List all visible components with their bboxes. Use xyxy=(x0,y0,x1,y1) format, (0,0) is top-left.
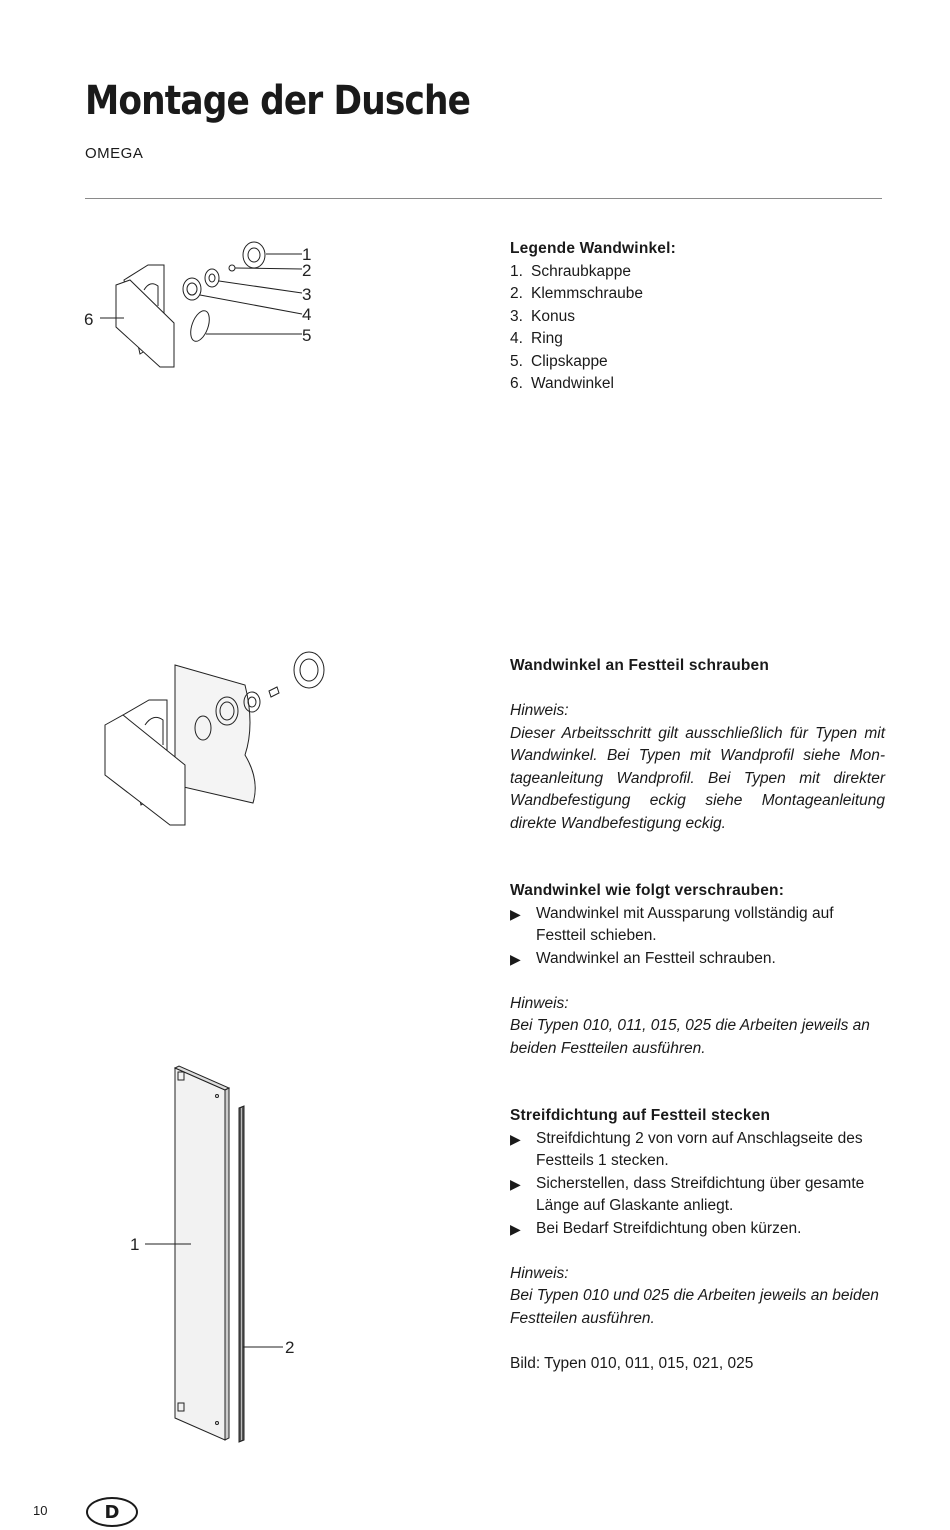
legend-item-label: Clipskappe xyxy=(531,352,608,370)
arrow-right-icon: ▶ xyxy=(510,1130,521,1147)
note-label: Hinweis: xyxy=(510,702,569,719)
page-subtitle: OMEGA xyxy=(85,145,144,162)
fig1-callout-3: 3 xyxy=(302,285,312,304)
legend-item xyxy=(510,261,885,284)
legend-heading: Legende Wandwinkel: xyxy=(510,240,676,257)
page-number: 10 xyxy=(33,1503,48,1518)
arrow-right-icon: ▶ xyxy=(510,1175,521,1192)
language-badge: D xyxy=(86,1497,138,1527)
note-label: Hinweis: xyxy=(510,1264,569,1282)
fig1-callout-2: 2 xyxy=(302,261,312,280)
step-text: Wandwinkel mit Aussparung vollständig auf Festteil schieben. xyxy=(536,904,834,944)
section-screw-bracket xyxy=(510,880,885,1060)
legend-item-label: Wandwinkel xyxy=(531,375,614,392)
legend-item xyxy=(510,351,885,374)
legend-item xyxy=(510,373,885,396)
section-heading: Wandwinkel an Festteil schrauben xyxy=(510,657,770,674)
note-label: Hinweis: xyxy=(510,994,569,1012)
arrow-right-icon: ▶ xyxy=(510,905,521,922)
step-text: Wandwinkel an Festteil schrauben. xyxy=(536,949,776,967)
legend-item-label: Ring xyxy=(531,330,563,347)
fig1-callout-5: 5 xyxy=(302,326,312,345)
section-heading: Wandwinkel wie folgt verschrauben: xyxy=(510,882,785,899)
fig1-callout-1: 1 xyxy=(302,245,312,264)
legend-item-number: 3. xyxy=(510,307,523,325)
section-heading: Streifdichtung auf Festteil stecken xyxy=(510,1107,771,1124)
wall-bracket-exploded-figure xyxy=(80,235,340,375)
note-text: Bei Typen 010 und 025 die Arbeiten jeweils an beiden Festteilen ausführen. xyxy=(510,1287,879,1327)
legend-item-label: Schraubkappe xyxy=(531,262,631,280)
legend-item-number: 1. xyxy=(510,262,523,280)
arrow-right-icon: ▶ xyxy=(510,1220,521,1237)
legend-item-number: 4. xyxy=(510,330,523,347)
note-text: Bei Typen 010, 011, 015, 025 die Arbeiten jeweils an beiden Festteilen ausführen. xyxy=(510,1017,870,1057)
legend-item xyxy=(510,283,885,306)
step-item xyxy=(510,1218,885,1241)
legend-item-label: Konus xyxy=(531,307,575,325)
note-text: Dieser Arbeitsschritt gilt ausschließlich für Typen mit Wandwinkel. Bei Typen mit Wandprofil siehe Montageanleitung Wandprofil. Bei Typen mit direkter Wandbefestigung eckig siehe Montageanleitung direkte Wandbefestigung eckig. xyxy=(510,724,885,832)
step-text: Bei Bedarf Streifdichtung oben kürzen. xyxy=(536,1219,802,1237)
step-text: Sicherstellen, dass Streifdichtung über gesamte Länge auf Glaskante anliegt. xyxy=(536,1174,865,1214)
figure-caption: Bild: Typen 010, 011, 015, 021, 025 xyxy=(510,1354,754,1372)
legend-item-number: 2. xyxy=(510,285,523,302)
legend-list xyxy=(510,261,885,396)
header-divider xyxy=(85,198,882,199)
section-strip-seal xyxy=(510,1105,885,1375)
step-item xyxy=(510,903,885,948)
step-item xyxy=(510,1128,885,1173)
bracket-on-glass-figure xyxy=(95,645,345,835)
glass-panel-seal-figure xyxy=(125,1060,315,1450)
legend-item-number: 5. xyxy=(510,352,523,370)
arrow-right-icon: ▶ xyxy=(510,950,521,967)
legend-item-number: 6. xyxy=(510,375,523,392)
step-text: Streifdichtung 2 von vorn auf Anschlagseite des Festteils 1 stecken. xyxy=(536,1129,863,1169)
legend-item-label: Klemmschraube xyxy=(531,285,643,302)
section-attach-bracket xyxy=(510,655,885,835)
fig3-callout-2: 2 xyxy=(285,1338,295,1357)
legend-item xyxy=(510,306,885,329)
step-item xyxy=(510,948,885,971)
legend-item xyxy=(510,328,885,351)
step-item xyxy=(510,1173,885,1218)
page-title: Montage der Dusche xyxy=(85,78,471,124)
fig1-callout-6: 6 xyxy=(84,310,94,329)
fig1-callout-4: 4 xyxy=(302,305,312,324)
fig3-callout-1: 1 xyxy=(130,1235,140,1254)
legend-block xyxy=(510,238,885,396)
